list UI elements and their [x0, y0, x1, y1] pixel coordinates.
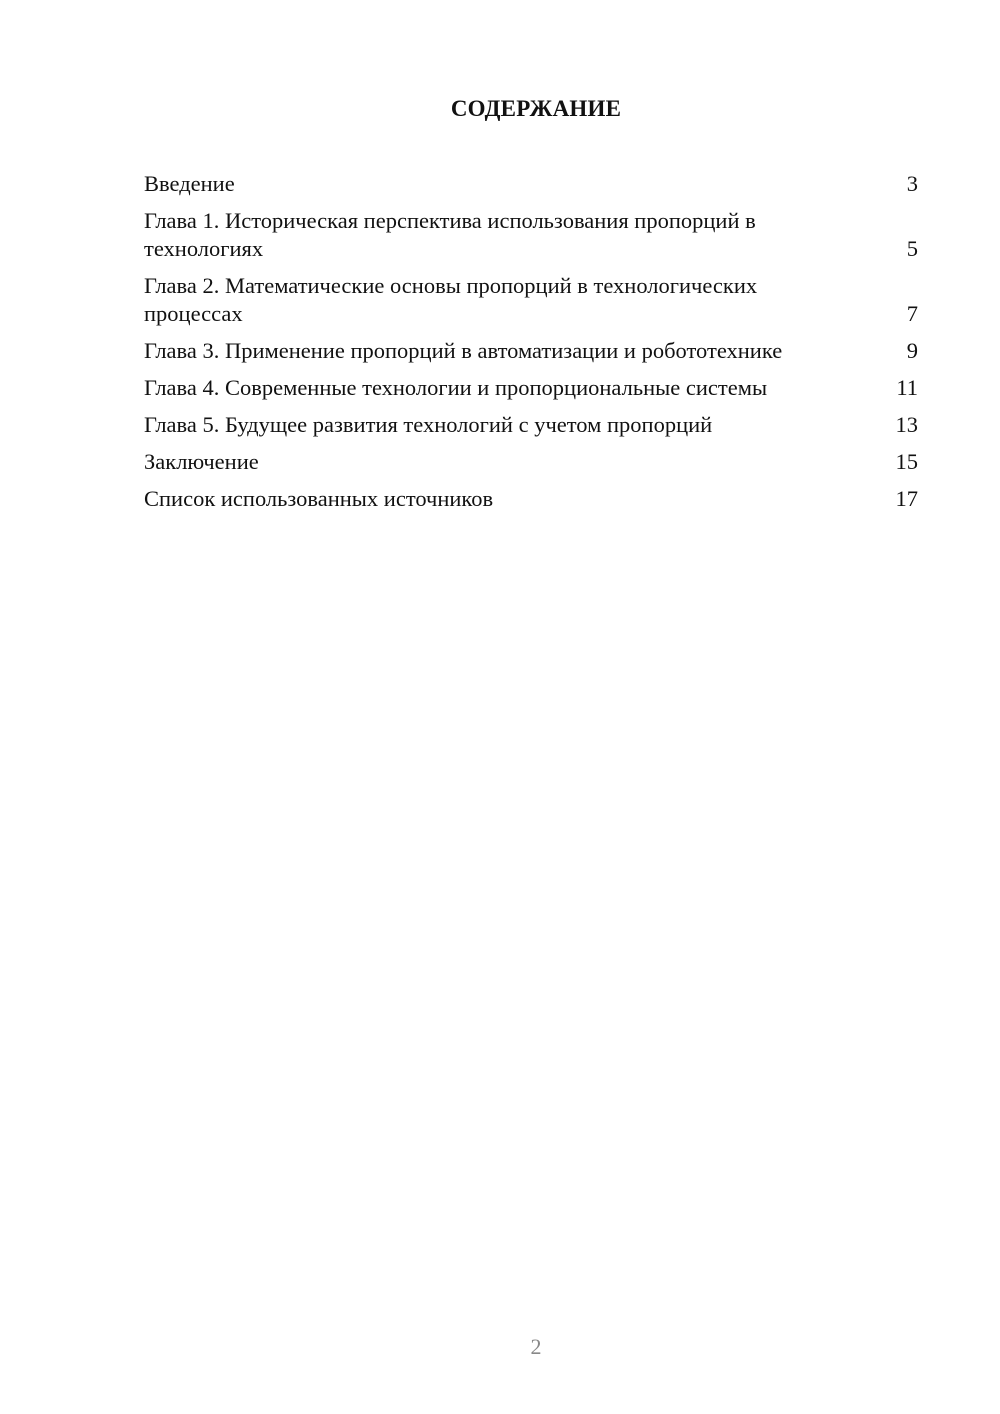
- toc-entry-page: 15: [895, 449, 918, 474]
- page-number: 2: [530, 1334, 542, 1359]
- toc-entry-text: Глава 1. Историческая перспектива использования пропорций в технологиях: [144, 208, 756, 261]
- toc-entry-chapter-2: [144, 272, 918, 328]
- toc-entry-page: 11: [896, 375, 918, 400]
- toc-entry-page: 17: [895, 486, 918, 511]
- toc-entry-text: Глава 4. Современные технологии и пропорциональные системы: [144, 375, 768, 400]
- toc-entry-text: Список использованных источников: [144, 486, 494, 511]
- toc-entry-text: Глава 3. Применение пропорций в автоматизации и робототехнике: [144, 338, 783, 363]
- toc-entry-references: [144, 485, 918, 513]
- toc-entry-text: Введение: [144, 171, 235, 196]
- toc-entry-chapter-1: [144, 207, 918, 263]
- toc-entry-page: 3: [906, 171, 918, 196]
- toc-entry-text: Глава 5. Будущее развития технологий с учетом пропорций: [144, 412, 713, 437]
- toc-entry-introduction: [144, 170, 918, 198]
- toc-entry-page: 5: [906, 236, 918, 261]
- toc-entry-page: 13: [895, 412, 918, 437]
- toc-list: [144, 170, 918, 522]
- toc-entry-chapter-5: [144, 411, 918, 439]
- toc-entry-text: Глава 2. Математические основы пропорций в технологических процессах: [144, 273, 758, 326]
- toc-title: СОДЕРЖАНИЕ: [450, 96, 622, 121]
- toc-entry-page: 7: [906, 301, 918, 326]
- toc-entry-conclusion: [144, 448, 918, 476]
- toc-entry-chapter-3: [144, 337, 918, 365]
- toc-entry-chapter-4: [144, 374, 918, 402]
- toc-entry-text: Заключение: [144, 449, 259, 474]
- toc-entry-page: 9: [906, 338, 918, 363]
